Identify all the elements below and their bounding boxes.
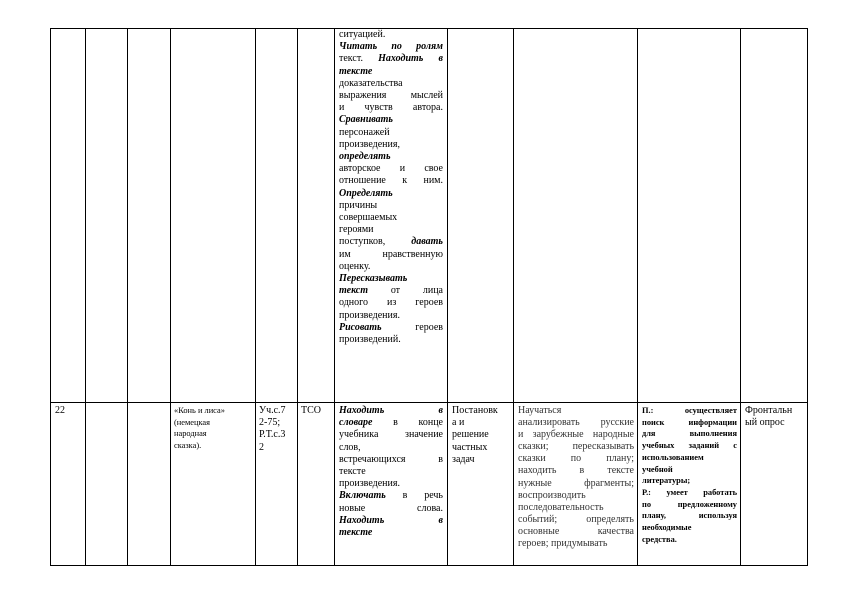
- text-line: Постановк: [452, 405, 498, 416]
- text-line: словаре в конце: [339, 417, 443, 429]
- text-line: Находить в: [339, 405, 443, 416]
- text-line: новые слова.: [339, 502, 443, 514]
- text-line: Находить в: [339, 514, 443, 526]
- text-line: персонажей: [339, 126, 390, 138]
- text-line: плану, используя: [642, 511, 737, 521]
- text-line: (немецкая: [174, 417, 210, 427]
- text-line: использованием: [642, 452, 704, 462]
- text-line: событий; определять: [518, 513, 634, 525]
- text-line: отношение к ним.: [339, 175, 443, 187]
- activities-cell: [339, 29, 443, 346]
- text-line: П.: осуществляет: [642, 406, 737, 415]
- text-line: последовательность: [518, 501, 604, 513]
- text-line: находить в тексте: [518, 465, 634, 477]
- text-line: ый опрос: [745, 417, 785, 429]
- control-form-cell: [745, 405, 806, 429]
- text-line: встречающихся в: [339, 453, 443, 465]
- textbook-pages-cell: [259, 405, 296, 454]
- table-bottom-border: [50, 565, 807, 566]
- text-line: решение: [452, 429, 489, 441]
- text-line: Р.Т.с.3: [259, 429, 286, 441]
- lesson-number: [55, 405, 83, 417]
- text-line: Читать по ролям: [339, 41, 443, 53]
- text-line: и зарубежные народные: [518, 429, 634, 441]
- text-line: для выполнения: [642, 429, 737, 439]
- text-line: а и: [452, 417, 465, 429]
- lesson-type-cell: [452, 405, 512, 466]
- text-line: Научаться: [518, 405, 562, 416]
- text-line: средства.: [642, 534, 677, 544]
- text-line: произведения.: [339, 309, 400, 321]
- text-line: Рисовать героев: [339, 321, 443, 333]
- text-line: 2-75;: [259, 417, 281, 429]
- text-line: Определять: [339, 187, 393, 199]
- text-line: героями: [339, 224, 374, 236]
- column-border: [85, 28, 86, 566]
- text-line: тексте: [339, 65, 373, 77]
- text-line: Сравнивать: [339, 114, 393, 126]
- text-line: произведения.: [339, 478, 400, 490]
- text-line: народная: [174, 429, 207, 439]
- text-line: учебника значение: [339, 429, 443, 441]
- text-line: учебных заданий с: [642, 441, 737, 451]
- text-line: совершаемых: [339, 212, 398, 224]
- activities-cell: [339, 405, 443, 539]
- text-line: слов,: [339, 441, 361, 453]
- text-line: литературы;: [642, 476, 691, 486]
- text-line: определять: [339, 151, 391, 163]
- text-line: произведений.: [339, 334, 401, 346]
- text-line: сказка).: [174, 441, 202, 451]
- text-line: оценку.: [339, 260, 371, 272]
- text-line: поступков, давать: [339, 236, 443, 248]
- text-line: частных: [452, 441, 488, 453]
- text-line: авторское и свое: [339, 163, 443, 175]
- text-line: ситуацией.: [339, 29, 386, 40]
- text-line: тексте: [339, 466, 366, 478]
- text-line: причины: [339, 199, 378, 211]
- text-line: анализировать русские: [518, 417, 634, 429]
- column-border: [297, 28, 298, 566]
- text-line: нужные фрагменты;: [518, 477, 634, 489]
- text-line: сказки; пересказывать: [518, 441, 634, 453]
- text-line: основные качества: [518, 525, 634, 537]
- text-line: одного из героев: [339, 297, 443, 309]
- text-line: текст. Находить в: [339, 53, 443, 65]
- column-border: [807, 28, 808, 566]
- equipment-cell: [301, 405, 333, 417]
- text-line: 2: [259, 441, 264, 453]
- column-border: [447, 28, 448, 566]
- text-line: текст от лица: [339, 285, 443, 297]
- text-line: задач: [452, 453, 475, 465]
- column-border: [127, 28, 128, 566]
- lesson-number-text: 22: [55, 405, 65, 416]
- row-divider: [50, 402, 807, 403]
- column-border: [740, 28, 741, 566]
- column-border: [255, 28, 256, 566]
- lesson-title-cell: [174, 405, 253, 452]
- column-border: [50, 28, 51, 566]
- text-line: героев; придумывать: [518, 538, 608, 550]
- text-line: Включать в речь: [339, 490, 443, 502]
- text-line: произведения,: [339, 138, 400, 150]
- column-border: [513, 28, 514, 566]
- text-line: выражения мыслей: [339, 90, 443, 102]
- text-line: Фронтальн: [745, 405, 793, 416]
- text-line: им нравственную: [339, 248, 443, 260]
- text-line: сказки по плану;: [518, 453, 634, 465]
- text-line: учебной: [642, 464, 673, 474]
- text-line: Пересказывать: [339, 273, 408, 285]
- column-border: [334, 28, 335, 566]
- text-line: необходимые: [642, 523, 692, 533]
- text-line: тексте: [339, 527, 373, 539]
- equipment-text: ТСО: [301, 405, 321, 416]
- learning-results-cell: [518, 405, 634, 550]
- text-line: доказательства: [339, 77, 403, 89]
- column-border: [637, 28, 638, 566]
- uud-cell: [642, 405, 737, 545]
- text-line: воспроизводить: [518, 489, 586, 501]
- text-line: «Конь и лиса»: [174, 406, 225, 415]
- text-line: Уч.с.7: [259, 405, 286, 416]
- text-line: Р.: умеет работать: [642, 487, 737, 497]
- text-line: поиск информации: [642, 417, 737, 427]
- text-line: по предложенному: [642, 499, 737, 509]
- column-border: [170, 28, 171, 566]
- text-line: и чувств автора.: [339, 102, 443, 114]
